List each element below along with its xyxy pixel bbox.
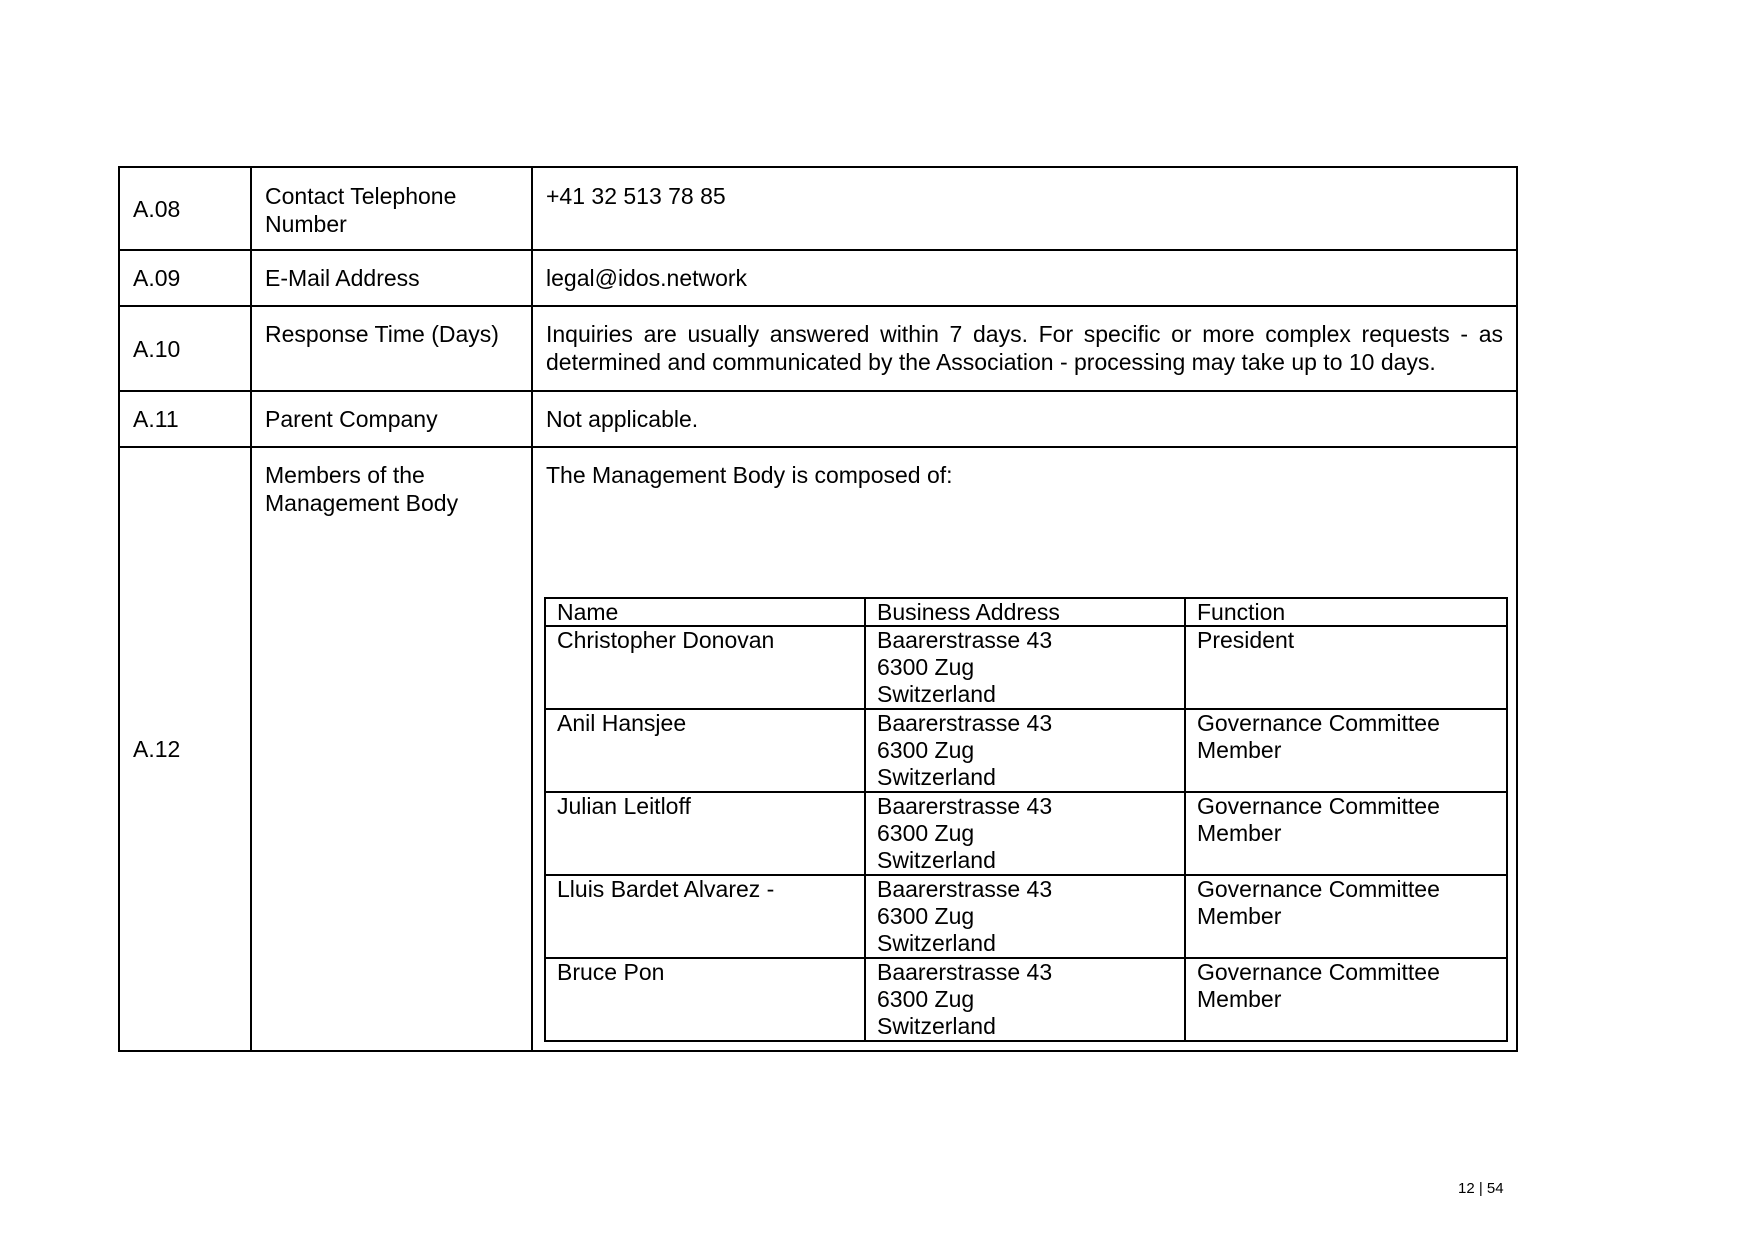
- address-street: Baarerstrasse 43: [877, 793, 1053, 819]
- row-label: Response Time (Days): [251, 306, 532, 391]
- address-street: Baarerstrasse 43: [877, 627, 1053, 653]
- member-name: Anil Hansjee: [545, 709, 865, 792]
- row-email-address: [119, 250, 1517, 306]
- address-city: 6300 Zug: [877, 820, 975, 846]
- member-name: Julian Leitloff: [545, 792, 865, 875]
- address-city: 6300 Zug: [877, 737, 975, 763]
- row-label: Parent Company: [251, 391, 532, 447]
- table-row: [545, 875, 1507, 958]
- row-id: A.09: [119, 250, 251, 306]
- member-address: [865, 626, 1185, 709]
- row-value: Inquiries are usually answered within 7 days. For specific or more complex requests - as determined and communicated by the Association - processing may take up to 10 days.: [532, 306, 1517, 391]
- member-address: [865, 958, 1185, 1041]
- management-body-cell: [532, 447, 1517, 1051]
- address-country: Switzerland: [877, 1013, 996, 1039]
- table-row: [545, 709, 1507, 792]
- row-response-time: [119, 306, 1517, 391]
- column-header-address: Business Address: [865, 598, 1185, 626]
- row-label: E-Mail Address: [251, 250, 532, 306]
- member-function: Governance Committee Member: [1185, 958, 1507, 1041]
- member-address: [865, 792, 1185, 875]
- row-id: A.08: [119, 167, 251, 250]
- member-address: [865, 875, 1185, 958]
- member-name: Bruce Pon: [545, 958, 865, 1041]
- row-value: legal@idos.network: [532, 250, 1517, 306]
- table-row: [545, 792, 1507, 875]
- member-function: Governance Committee Member: [1185, 792, 1507, 875]
- address-street: Baarerstrasse 43: [877, 710, 1053, 736]
- address-country: Switzerland: [877, 681, 996, 707]
- address-city: 6300 Zug: [877, 654, 975, 680]
- address-country: Switzerland: [877, 847, 996, 873]
- column-header-name: Name: [545, 598, 865, 626]
- row-label: Contact Telephone Number: [251, 167, 532, 250]
- row-contact-telephone: [119, 167, 1517, 250]
- table-row: [545, 626, 1507, 709]
- management-body-intro: The Management Body is composed of:: [546, 462, 953, 488]
- column-header-function: Function: [1185, 598, 1507, 626]
- address-street: Baarerstrasse 43: [877, 876, 1053, 902]
- member-name: Christopher Donovan: [545, 626, 865, 709]
- row-value: Not applicable.: [532, 391, 1517, 447]
- row-id: A.12: [119, 447, 251, 1051]
- row-id: A.11: [119, 391, 251, 447]
- address-country: Switzerland: [877, 930, 996, 956]
- address-street: Baarerstrasse 43: [877, 959, 1053, 985]
- address-country: Switzerland: [877, 764, 996, 790]
- row-value: +41 32 513 78 85: [532, 167, 1517, 250]
- member-function: President: [1185, 626, 1507, 709]
- members-table-header: [545, 598, 1507, 626]
- page-number: 12 | 54: [1458, 1180, 1504, 1197]
- information-table: [118, 166, 1518, 1052]
- row-parent-company: [119, 391, 1517, 447]
- row-id: A.10: [119, 306, 251, 391]
- row-management-body: [119, 447, 1517, 1051]
- address-city: 6300 Zug: [877, 986, 975, 1012]
- member-address: [865, 709, 1185, 792]
- table-row: [545, 958, 1507, 1041]
- member-function: Governance Committee Member: [1185, 709, 1507, 792]
- row-label: Members of the Management Body: [251, 447, 532, 1051]
- member-name: Lluis Bardet Alvarez -: [545, 875, 865, 958]
- member-function: Governance Committee Member: [1185, 875, 1507, 958]
- members-table: [544, 597, 1508, 1042]
- address-city: 6300 Zug: [877, 903, 975, 929]
